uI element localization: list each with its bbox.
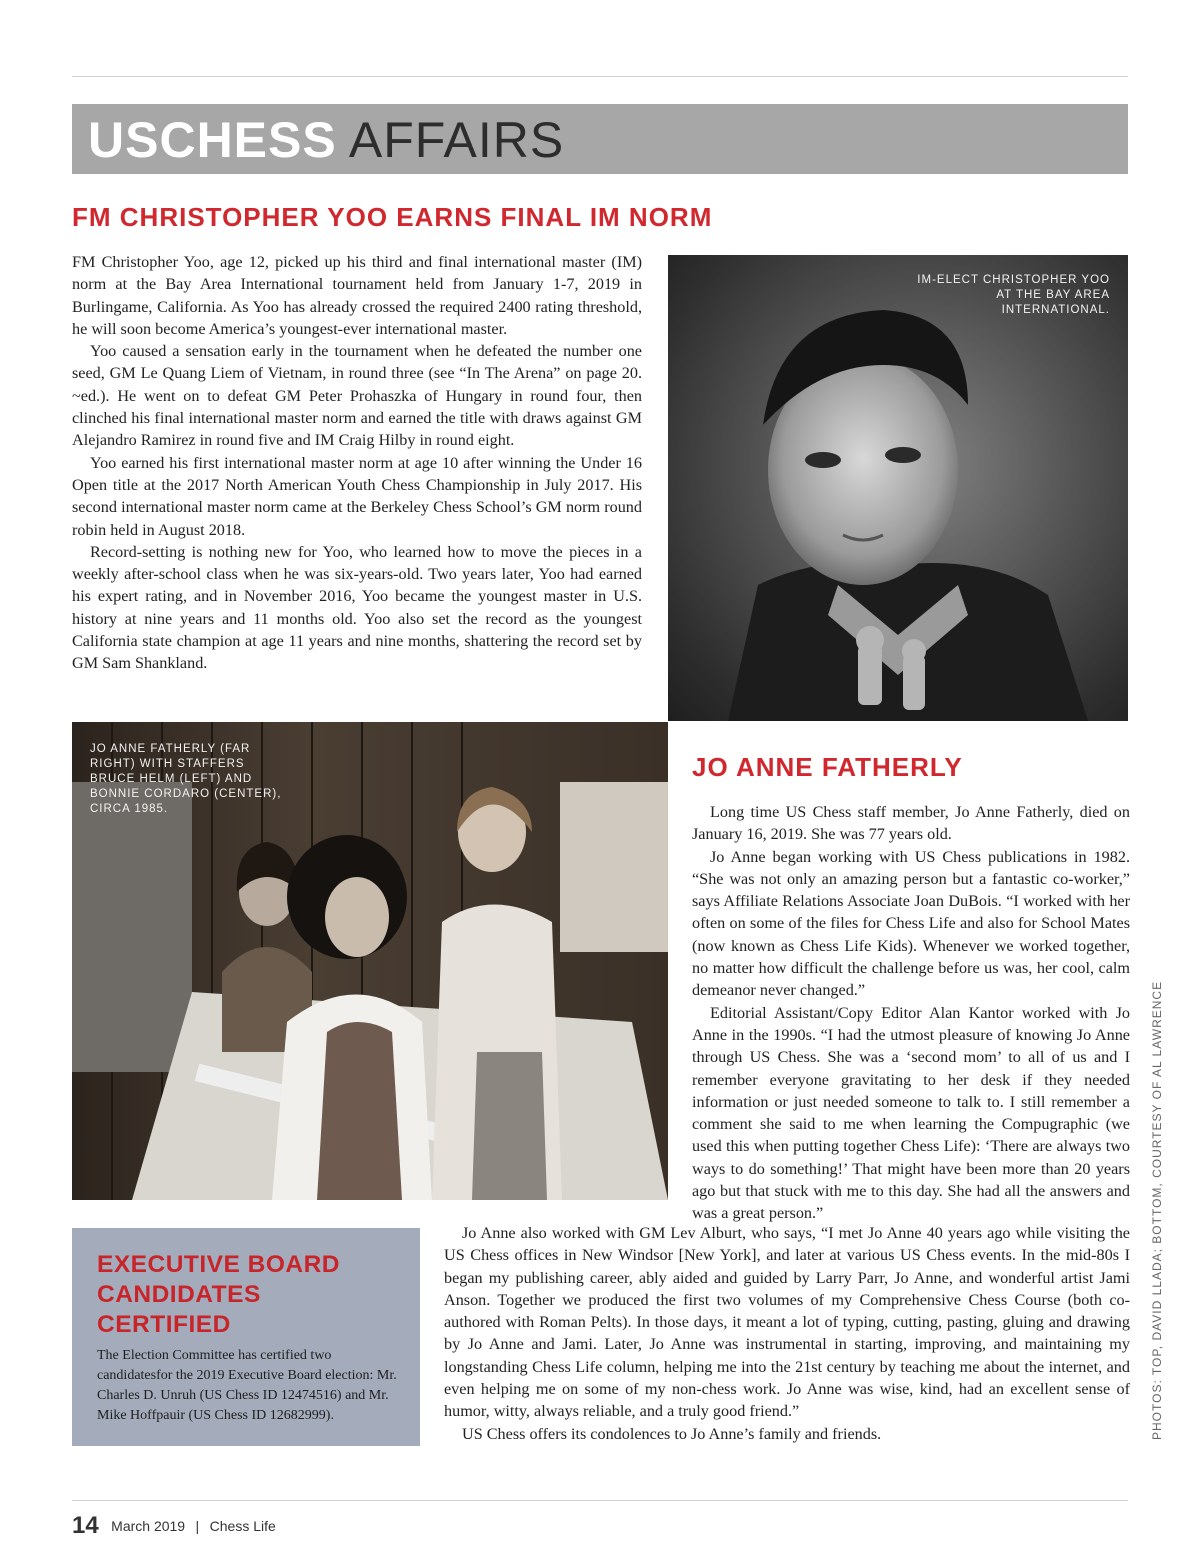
paragraph: Editorial Assistant/Copy Editor Alan Kantor worked with Jo Anne in the 1990s. “I had the utmost pleasure of knowing Jo Anne through US Chess. She was a ‘second mom’ to all of us and I remember everyone gravitating to her desk if they needed information or just needed someone to talk to. I still remember a comment she said to me when learning the Compugraphic (we used this when putting together Chess Life): ‘There are always two ways to do something!’ That might have been more than 20 years ago but that stuck with me to this day. She had all the answers and was a great person.” (692, 1003, 1130, 1223)
paragraph: US Chess offers its condolences to Jo Anne’s family and friends. (462, 1424, 882, 1443)
article-body-yoo (72, 251, 642, 675)
sidebar-executive-board (72, 1228, 420, 1446)
issue-date: March 2019 (111, 1518, 186, 1534)
paragraph: Record-setting is nothing new for Yoo, who learned how to move the pieces in a weekly after-school class when he was six-years-old. Two years later, Yoo had earned his expert rating, and in November 2016, Yoo became the youngest master in U.S. history at nine years and 11 months old. Yoo also set the record as the youngest California state champion at age 11 years and nine months, shattering the record set by GM Sam Shankland. (72, 542, 642, 673)
photo-caption-fatherly: JO ANNE FATHERLY (FAR RIGHT) WITH STAFFERS BRUCE HELM (LEFT) AND BONNIE CORDARO (CENTER), CIRCA 1985. (90, 743, 282, 815)
paragraph: Long time US Chess staff member, Jo Anne Fatherly, died on January 16, 2019. She was 77 years old. (692, 803, 1130, 844)
paragraph: Yoo earned his first international master norm at age 10 after winning the Under 16 Open title at the 2017 North American Youth Chess Championship in July 2017. His second international master norm came at the Berkeley Chess School’s GM norm round robin held in August 2018. (72, 453, 642, 539)
article-body-fatherly (692, 801, 1130, 1225)
sidebar-headline: EXECUTIVE BOARD CANDIDATES CERTIFIED (97, 1251, 341, 1338)
page-number: 14 (72, 1512, 99, 1539)
photo-caption-yoo: IM-ELECT CHRISTOPHER YOO AT THE BAY AREA INTERNATIONAL. (917, 274, 1110, 316)
article-headline-fatherly: JO ANNE FATHERLY (692, 752, 963, 782)
paragraph: Jo Anne also worked with GM Lev Alburt, who says, “I met Jo Anne 40 years ago while visiting the US Chess offices in New Windsor [New York], and later at various US Chess events. In the mid-80s I began my publishing career, ably aided and guided by Larry Parr, Jo Anne, and wonderful artist Jami Anson. Together we produced the first two volumes of my Comprehensive Chess Course (both co-authored with Roman Pelts). In those days, it meant a lot of typing, cutting, pasting, gluing and drawing by Jo Anne and Jami. Later, Jo Anne was instrumental in starting, improving, and maintaining my longstanding Chess Life column, helping me into the 21st century by teaching me about the internet, and even helping me on some of my non-chess work. Jo Anne was wise, kind, had an excellent sense of humor, witty, always reliable, and a truly good friend.” (444, 1224, 1130, 1421)
paragraph: FM Christopher Yoo, age 12, picked up his third and final international master (IM) norm at the Bay Area International tournament held from January 1-7, 2019 in Burlingame, California. As Yoo has already crossed the required 2400 rating threshold, he will soon become America’s youngest-ever international master. (72, 253, 642, 338)
section-banner (72, 104, 1128, 174)
section-title-strong: USCHESS (88, 112, 337, 168)
photo-jo-anne-fatherly (72, 722, 668, 1200)
article-headline-yoo: FM CHRISTOPHER YOO EARNS FINAL IM NORM (72, 202, 713, 232)
bottom-rule (72, 1500, 1128, 1501)
paragraph: Jo Anne began working with US Chess publications in 1982. “She was not only an amazing person but a fantastic co-worker,” says Affiliate Relations Associate Joan DuBois. “I worked with her often on some of the files for Chess Life and also for School Mates (now known as Chess Life Kids). Whenever we worked together, no matter how difficult the challenge before us was, her cool, calm demeanor never changed.” (692, 847, 1130, 1000)
footer-separator: | (195, 1518, 200, 1534)
footer (72, 1512, 276, 1540)
top-rule (72, 76, 1128, 77)
sidebar-body: The Election Committee has certified two candidatesfor the 2019 Executive Board election: Mr. Charles D. Unruh (US Chess ID 12474516) and Mr. Mike Hoffpauir (US Chess ID 12682999). (97, 1348, 397, 1423)
magazine-name: Chess Life (209, 1518, 276, 1534)
section-title-light: AFFAIRS (336, 112, 565, 168)
portrait-illustration (668, 255, 1128, 721)
paragraph: Yoo caused a sensation early in the tournament when he defeated the number one seed, GM Le Quang Liem of Vietnam, in round three (see “In The Arena” on page 20. ~ed.). He went on to defeat GM Peter Prohaszka of Hungary in round four, then clinched his final international master norm and earned the title with draws against GM Alejandro Ramirez in round five and IM Craig Hilby in round eight. (72, 342, 642, 450)
photo-credit: PHOTOS: TOP, DAVID LLADA; BOTTOM, COURTESY OF AL LAWRENCE (1150, 980, 1164, 1440)
article-body-fatherly-continued (444, 1222, 1130, 1445)
section-title (88, 110, 564, 170)
photo-christopher-yoo (668, 255, 1128, 721)
